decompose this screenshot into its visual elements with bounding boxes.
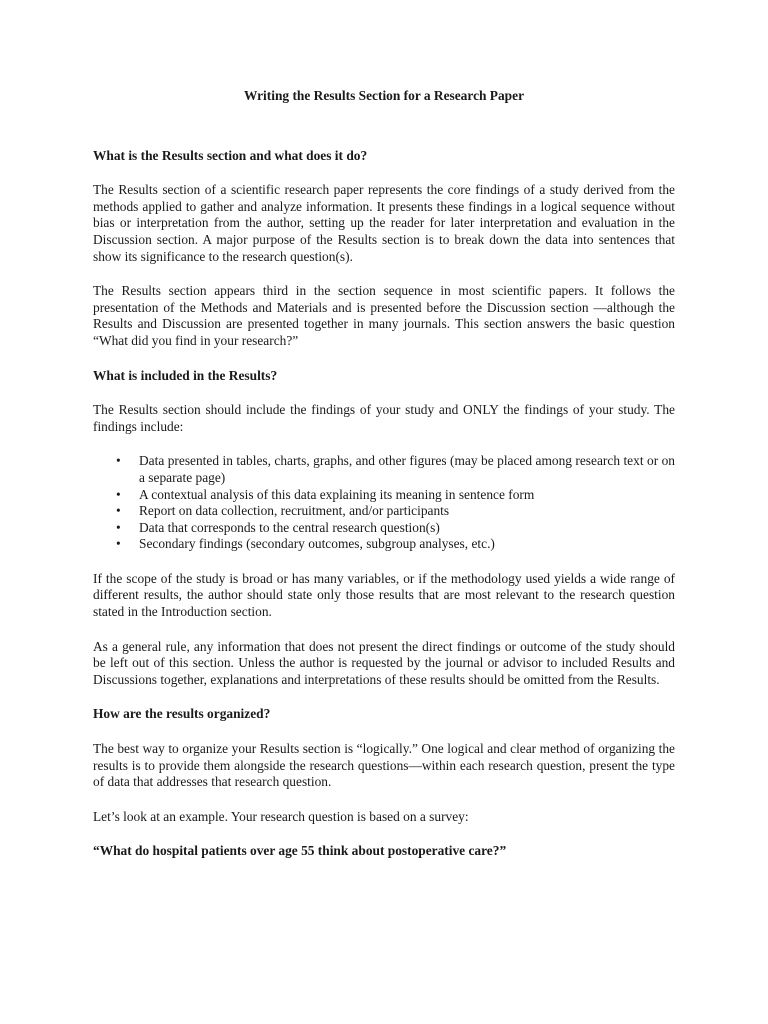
findings-list <box>93 453 675 553</box>
list-item-text: Report on data collection, recruitment, and/or participants <box>139 503 450 519</box>
paragraph: The Results section of a scientific research paper represents the core findings of a study derived from the methods applied to gather and analyze information. It presents these findings in a logical sequence without bias or interpretation from the author, setting up the reader for later interpretation and evaluation in the Discussion section. A major purpose of the Results section is to break down the data into sentences that show its significance to the research question(s). <box>93 182 675 264</box>
list-item <box>93 487 675 504</box>
list-item <box>93 453 675 486</box>
paragraph: The Results section appears third in the section sequence in most scientific papers. It follows the presentation of the Methods and Materials and is presented before the Discussion section —although the Results and Discussion are presented together in many journals. This section answers the basic question “What did you find in your research?” <box>93 283 675 348</box>
paragraph: The best way to organize your Results section is “logically.” One logical and clear method of organizing the results is to provide them alongside the research questions—within each research question, present the type of data that addresses that research question. <box>93 741 675 790</box>
list-item <box>93 503 675 520</box>
paragraph: If the scope of the study is broad or has many variables, or if the methodology used yields a wide range of different results, the author should state only those results that are most relevant to the research question stated in the Introduction section. <box>93 570 675 620</box>
list-item-text: Data presented in tables, charts, graphs, and other figures (may be placed among research text or on a separate page) <box>139 453 675 485</box>
example-research-question: “What do hospital patients over age 55 think about postoperative care?” <box>93 843 507 859</box>
list-item-text: A contextual analysis of this data explaining its meaning in sentence form <box>139 486 535 502</box>
bullet-icon: • <box>116 536 121 552</box>
bullet-icon: • <box>116 486 121 502</box>
paragraph: Let’s look at an example. Your research question is based on a survey: <box>93 808 469 824</box>
paragraph: As a general rule, any information that does not present the direct findings or outcome of the study should be left out of this section. Unless the author is requested by the journal or advisor to included Results and Discussions together, explanations and interpretations of these results should be omitted from the Results. <box>93 638 675 687</box>
list-item-text: Data that corresponds to the central research question(s) <box>139 519 440 535</box>
section-heading-how-organized: How are the results organized? <box>93 706 271 722</box>
document-page <box>93 88 675 860</box>
list-item <box>93 520 675 537</box>
paragraph: The Results section should include the findings of your study and ONLY the findings of your study. The findings include: <box>93 402 675 434</box>
list-item <box>93 536 675 553</box>
bullet-icon: • <box>116 519 121 535</box>
section-heading-what-is-results: What is the Results section and what does it do? <box>93 147 368 163</box>
list-item-text: Secondary findings (secondary outcomes, subgroup analyses, etc.) <box>139 536 495 552</box>
bullet-icon: • <box>116 503 121 519</box>
bullet-icon: • <box>116 453 121 469</box>
document-title: Writing the Results Section for a Research Paper <box>243 88 525 103</box>
section-heading-what-is-included: What is included in the Results? <box>93 367 278 383</box>
